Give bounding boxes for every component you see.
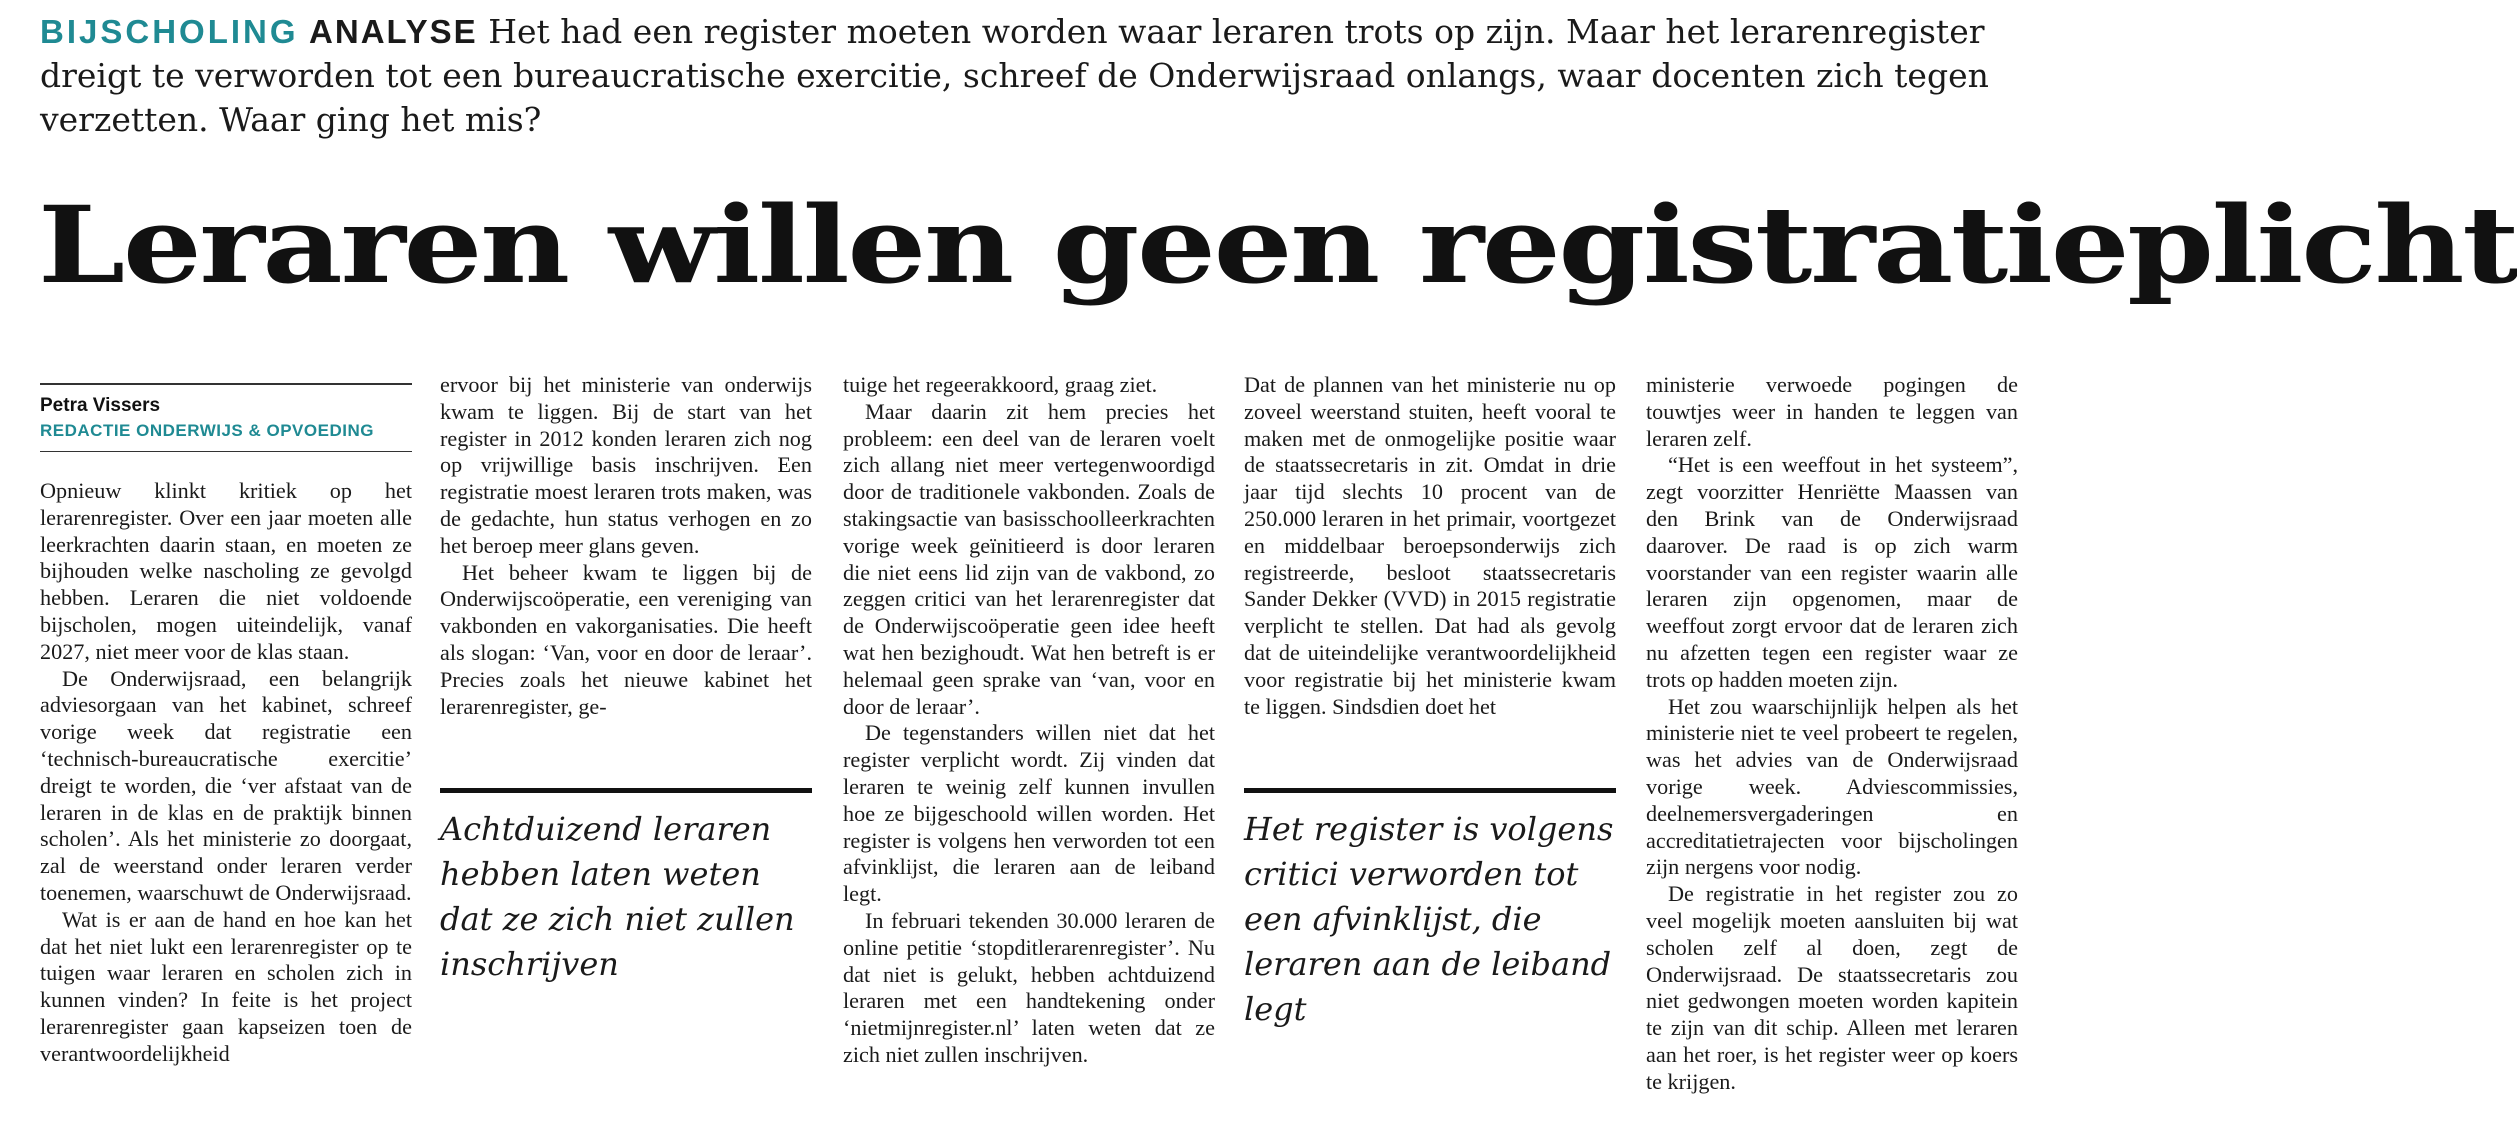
article-type-label: ANALYSE	[309, 13, 478, 50]
paragraph: Opnieuw klinkt kritiek op het lerarenregister. Over een jaar moeten alle leerkrachten daarin staan, en moeten ze bijhouden welke nascholing ze gevolgd hebben. Leraren die niet voldoende bijscholen, mogen uiteindelijk, vanaf 2027, niet meer voor de klas staan.	[40, 478, 412, 664]
paragraph: “Het is een weeffout in het systeem”, zegt voorzitter Henriëtte Maassen van den Brink van de Onderwijsraad daarover. De raad is op zich warm voorstander van een register waarin alle leraren zijn opgenomen, maar de weeffout zorgt ervoor dat de leraren zich nu afzetten tegen een register waar ze trots op hadden moeten zijn.	[1646, 452, 2018, 692]
paragraph: In februari tekenden 30.000 leraren de online petitie ‘stopditlerarenregister’. Nu dat niet is gelukt, hebben achtduizend leraren met een handtekening onder ‘nietmijnregister.nl’ laten weten dat ze zich niet zullen inschrijven.	[843, 907, 1215, 1067]
paragraph: Het beheer kwam te liggen bij de Onderwijscoöperatie, een vereniging van vakbonden en vakorganisaties. Die heeft als slogan: ‘Van, voor en door de leraar’. Precies zoals het nieuwe kabinet het lerarenregister, ge-	[440, 559, 812, 719]
paragraph: Dat de plannen van het ministerie nu op zoveel weerstand stuiten, heeft vooral te maken met de onmogelijke positie waar de staatssecretaris in zit. Omdat in drie jaar tijd slechts 10 procent van de 250.000 leraren in het primair, voortgezet en middelbaar beroepsonderwijs zich registreerde, besloot staatssecretaris Sander Dekker (VVD) in 2015 registratie verplicht te stellen. Dat had als gevolg dat de uiteindelijke verantwoordelijkheid voor registratie bij het ministerie kwam te liggen. Sindsdien doet het	[1244, 372, 1616, 719]
pull-quote: Achtduizend leraren hebben laten weten dat ze zich niet zullen inschrijven	[440, 788, 812, 987]
byline	[40, 383, 412, 452]
headline: Leraren willen geen registratieplicht	[38, 182, 2517, 307]
paragraph: ministerie verwoede pogingen de touwtjes weer in handen te leggen van leraren zelf.	[1646, 372, 2018, 451]
article-column-3	[843, 372, 1215, 1069]
paragraph: Wat is er aan de hand en hoe kan het dat het niet lukt een lerarenregister op te tuigen waar leraren en scholen zich in kunnen vinden? In feite is het project lerarenregister gaan kapseizen toen de verantwoordelijkheid	[40, 906, 412, 1066]
section-rubric: BIJSCHOLING	[40, 13, 299, 50]
intro-text: Het had een register moeten worden waar leraren trots op zijn. Maar het lerarenregister dreigt te verworden tot een bureaucratische exercitie, schreef de Onderwijsraad onlangs, waar docenten zich tegen verzetten. Waar ging het mis?	[40, 12, 1989, 139]
paragraph: De Onderwijsraad, een belangrijk adviesorgaan van het kabinet, schreef vorige week dat registratie een ‘technisch-bureaucratische exercitie’ dreigt te worden, die ‘ver afstaat van de leraren in de klas en de praktijk binnen scholen’. Als het ministerie zo doorgaat, zal de weerstand onder leraren verder toenemen, waarschuwt de Onderwijsraad.	[40, 665, 412, 905]
article-intro	[40, 10, 2030, 142]
paragraph: Het zou waarschijnlijk helpen als het ministerie niet te veel probeert te regelen, was het advies van de Onderwijsraad vorige week. Adviescommissies, deelnemersvergaderingen en accreditatietrajecten voor bijscholingen zijn nergens voor nodig.	[1646, 693, 2018, 880]
author-department: REDACTIE ONDERWIJS & OPVOEDING	[40, 421, 374, 440]
paragraph: Maar daarin zit hem precies het probleem: een deel van de leraren voelt zich allang niet meer vertegenwoordigd door de traditionele vakbonden. Zoals de stakingsactie van basisschoolleerkrachten vorige week geïnitieerd is door leraren die niet eens lid zijn van de vakbond, zo zeggen critici van het lerarenregister dat de Onderwijscoöperatie geen idee heeft wat hen bezighoudt. Wat hen betreft is er helemaal geen sprake van ‘van, voor en door de leraar’.	[843, 398, 1215, 719]
pull-quote: Het register is volgens critici verworden tot een afvinklijst, die leraren aan de leiband legt	[1244, 788, 1616, 1032]
paragraph: tuige het regeerakkoord, graag ziet.	[843, 372, 1158, 397]
paragraph: De tegenstanders willen niet dat het register verplicht wordt. Zij vinden dat leraren te weinig zelf kunnen invullen hoe ze bijgeschoold willen worden. Het register is volgens hen verworden tot een afvinklijst, die leraren aan de leiband legt.	[843, 720, 1215, 907]
paragraph: De registratie in het register zou zo veel mogelijk moeten aansluiten bij wat scholen zelf al doen, zegt de Onderwijsraad. De staatssecretaris zou niet gedwongen moeten worden kapitein te zijn van dit schip. Alleen met leraren aan het roer, is het register weer op koers te krijgen.	[1646, 881, 2018, 1094]
byline-divider	[40, 451, 412, 452]
article-column-2	[440, 372, 812, 720]
article-column-5	[1646, 372, 2018, 1096]
paragraph: ervoor bij het ministerie van onderwijs kwam te liggen. Bij de start van het register in 2012 konden leraren zich nog op vrijwillige basis inschrijven. Een registratie moest leraren trots maken, was de gedachte, hun status verhogen en zo het beroep meer glans geven.	[440, 372, 812, 558]
author-name: Petra Vissers	[40, 395, 161, 416]
article-column-1	[40, 478, 412, 1068]
article-column-4	[1244, 372, 1616, 720]
